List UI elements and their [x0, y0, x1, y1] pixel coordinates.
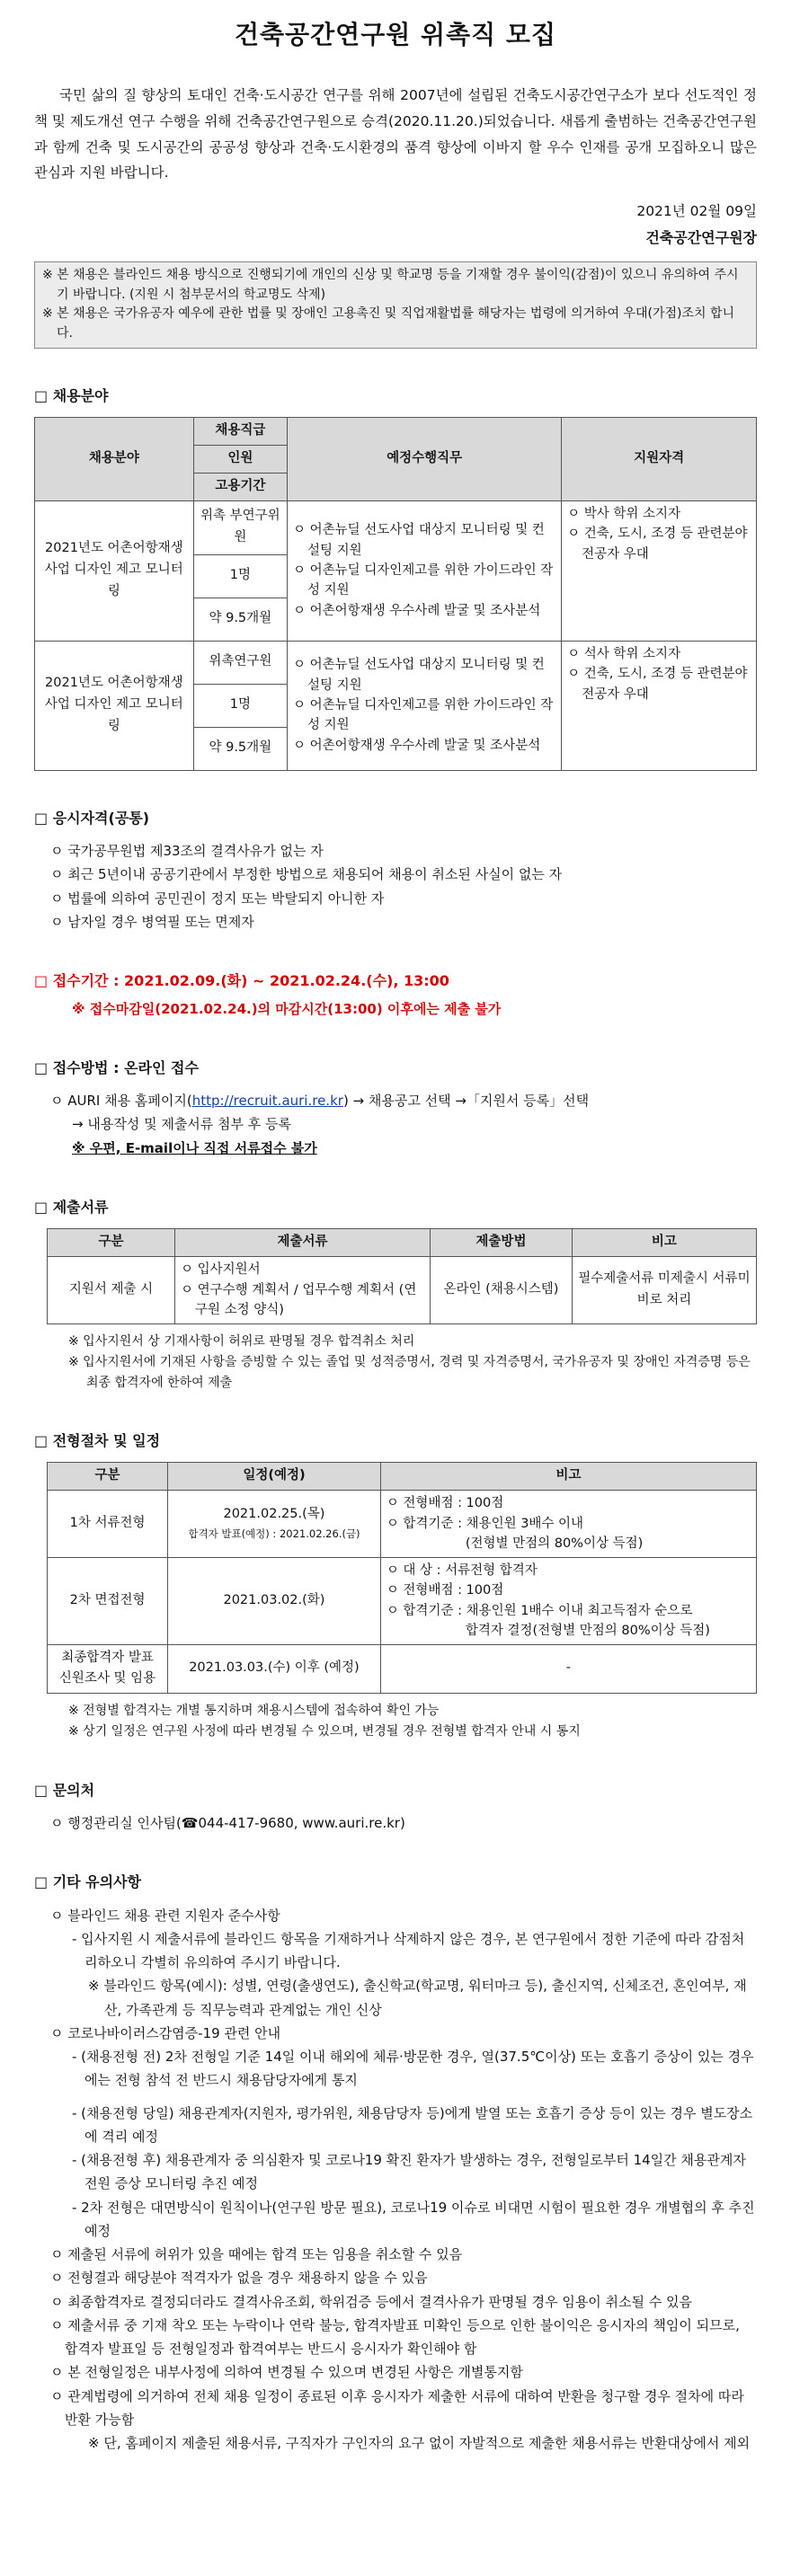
cell-schedule: 2021.03.02.(화) — [168, 1557, 381, 1644]
cell-field: 2021년도 어촌어항재생사업 디자인 제고 모니터링 — [35, 641, 194, 770]
docs-note: ※ 입사지원서에 기재된 사항을 증빙할 수 있는 졸업 및 성적증명서, 경력 및 자격증명서, 국가유공자 및 장애인 자격증명 등은 최종 합격자에 한하여 제출 — [68, 1354, 751, 1390]
issuer-name: 건축공간연구원장 — [645, 229, 757, 247]
cell-remark — [380, 1491, 756, 1557]
qual-item: ㅇ 박사 학위 소지자 — [567, 506, 681, 521]
list-item: ㅇ 본 전형일정은 내부사정에 의하여 변경될 수 있으며 변경된 사항은 개별통지함 — [50, 2364, 523, 2381]
cell-field: 2021년도 어촌어항재생사업 디자인 제고 모니터링 — [35, 500, 194, 641]
sub-note: ※ 단, 홈페이지 제출된 채용서류, 구직자가 구인자의 요구 없이 자발적으로 제출한 채용서류는 반환대상에서 제외 — [88, 2435, 751, 2452]
list-item: ㅇ 국가공무원법 제33조의 결격사유가 없는 자 — [50, 843, 324, 860]
duty-item: ㅇ 어촌뉴딜 디자인제고를 위한 가이드라인 작성 지원 — [293, 698, 554, 733]
cell-count: 1명 — [193, 554, 287, 598]
cell-qual — [562, 641, 757, 770]
cell-grade: 위촉연구원 — [193, 641, 287, 684]
th-remark: 비고 — [572, 1229, 756, 1257]
cell-remark: - — [380, 1644, 756, 1694]
cell-stage: 최종합격자 발표 신원조사 및 임용 — [48, 1644, 168, 1694]
method-note: ※ 우편, E-mail이나 직접 서류접수 불가 — [72, 1139, 317, 1156]
section-eligibility: □ 응시자격(공통) — [34, 809, 150, 827]
cell-duty — [288, 641, 562, 770]
list-item: ㅇ 최종합격자로 결정되더라도 결격사유조회, 학위검증 등에서 결격사유가 판명될 경우 임용이 취소될 수 있음 — [50, 2293, 693, 2310]
th-count: 인원 — [193, 445, 287, 473]
documents-table — [47, 1228, 757, 1323]
process-note: ※ 상기 일정은 연구원 사정에 따라 변경될 수 있으며, 변경될 경우 전형별 합격자 안내 시 통지 — [68, 1724, 581, 1739]
cell-docs — [175, 1257, 431, 1323]
th-period: 고용기간 — [193, 473, 287, 500]
schedule-date: 2021.02.25.(목) — [223, 1507, 325, 1522]
remark-item: ㅇ 전형배점 : 100점 — [386, 1496, 504, 1511]
remark-item: (전형별 만점의 80%이상 득점) — [465, 1536, 644, 1552]
method-text: ) → 채용공고 선택 →「지원서 등록」선택 — [342, 1093, 590, 1110]
notice-line: ※ 본 채용은 블라인드 채용 방식으로 진행되기에 개인의 신상 및 학교명 등을 기재할 경우 불이익(감점)이 있으니 유의하여 주시기 바랍니다. (지원 시 첨부문서의 학교명도 삭제) — [42, 267, 739, 302]
recruit-table — [34, 417, 757, 771]
sub-item: - (채용전형 당일) 채용관계자(지원자, 평가위원, 채용담당자 등)에게 발열 또는 호흡기 증상 등이 있는 경우 별도장소에 격리 예정 — [72, 2104, 753, 2145]
cell-schedule — [168, 1491, 381, 1557]
remark-item: 합격자 결정(전형별 만점의 80%이상 득점) — [465, 1624, 710, 1639]
th-field: 채용분야 — [35, 417, 194, 500]
cell-qual — [562, 500, 757, 641]
sub-item: - 2차 전형은 대면방식이 원칙이나(연구원 방문 필요), 코로나19 이슈로 비대면 시험이 필요한 경우 개별협의 후 추진 예정 — [72, 2199, 755, 2239]
qual-item: ㅇ 석사 학위 소지자 — [567, 646, 681, 661]
list-item: ㅇ 제출된 서류에 허위가 있을 때에는 합격 또는 임용을 취소할 수 있음 — [50, 2246, 463, 2263]
page-title: 건축공간연구원 위촉직 모집 — [234, 20, 557, 49]
sub-note: ※ 블라인드 항목(예시): 성별, 연령(출생연도), 출신학교(학교명, 워터마크 등), 출신지역, 신체조건, 혼인여부, 재산, 가족관계 등 직무능력과 관계없는 개인 신상 — [88, 1978, 747, 2018]
th-duty: 예정수행직무 — [288, 417, 562, 500]
method-line — [34, 1089, 757, 1112]
notice-line: ※ 본 채용은 국가유공자 예우에 관한 법률 및 장애인 고용촉진 및 직업재활법률 해당자는 법령에 의거하여 우대(가점)조치 합니다. — [42, 306, 735, 341]
cell-schedule: 2021.03.03.(수) 이후 (예정) — [168, 1644, 381, 1694]
section-etc: □ 기타 유의사항 — [34, 1873, 141, 1891]
sub-item: - (채용전형 전) 2차 전형일 기준 14일 이내 해외에 체류·방문한 경우, 열(37.5℃이상) 또는 호흡기 증상이 있는 경우에는 전형 참석 전 반드시 채용담당자에게 통지 — [72, 2049, 754, 2089]
th-remark: 비고 — [380, 1463, 756, 1491]
table-row — [48, 1644, 757, 1694]
list-item: ㅇ 남자일 경우 병역필 또는 면제자 — [50, 913, 254, 930]
th-schedule: 일정(예정) — [168, 1463, 381, 1491]
cell-remark: 필수제출서류 미제출시 서류미비로 처리 — [572, 1257, 756, 1323]
section-contact: □ 문의처 — [34, 1781, 95, 1799]
duty-item: ㅇ 어촌어항재생 우수사례 발굴 및 조사분석 — [293, 603, 541, 618]
th-method: 제출방법 — [431, 1229, 573, 1257]
cell-stage: 2차 면접전형 — [48, 1557, 168, 1644]
qual-item: ㅇ 건축, 도시, 조경 등 관련분야 전공자 우대 — [567, 667, 748, 702]
qual-item: ㅇ 건축, 도시, 조경 등 관련분야 전공자 우대 — [567, 527, 748, 562]
doc-item: ㅇ 입사지원서 — [181, 1262, 261, 1278]
schedule-sub: 합격자 발표(예정) : 2021.02.26.(금) — [188, 1527, 360, 1541]
cell-type: 지원서 제출 시 — [48, 1257, 175, 1323]
th-qual: 지원자격 — [562, 417, 757, 500]
remark-item: ㅇ 합격기준 : 채용인원 1배수 이내 최고득점자 순으로 — [386, 1603, 693, 1618]
process-note: ※ 전형별 합격자는 개별 통지하며 채용시스템에 접속하여 확인 가능 — [68, 1704, 440, 1719]
contact-line: ㅇ 행정관리실 인사팀(☎044-417-9680, www.auri.re.kr) — [50, 1814, 405, 1831]
recruit-site-link[interactable]: http://recruit.auri.re.kr — [191, 1093, 343, 1110]
method-line-2: → 내용작성 및 제출서류 첨부 후 등록 — [72, 1116, 292, 1133]
deadline-note: ※ 접수마감일(2021.02.24.)의 마감시간(13:00) 이후에는 제출 불가 — [72, 1000, 502, 1017]
section-recruit-field: □ 채용분야 — [34, 386, 109, 404]
blind-recruit-notice — [34, 261, 757, 349]
sub-item: - (채용전형 후) 채용관계자 중 의심환자 및 코로나19 확진 환자가 발생하는 경우, 전형일로부터 14일간 채용관계자 전원 증상 모니터링 추진 예정 — [72, 2152, 746, 2192]
cell-period: 약 9.5개월 — [193, 727, 287, 770]
remark-item: ㅇ 전형배점 : 100점 — [386, 1583, 504, 1598]
cell-period: 약 9.5개월 — [193, 598, 287, 641]
table-row — [48, 1257, 757, 1323]
section-documents: □ 제출서류 — [34, 1198, 109, 1216]
cell-stage: 1차 서류전형 — [48, 1491, 168, 1557]
remark-item: ㅇ 합격기준 : 채용인원 3배수 이내 — [386, 1516, 584, 1531]
cell-remark — [380, 1557, 756, 1644]
docs-note: ※ 입사지원서 상 기재사항이 허위로 판명될 경우 합격취소 처리 — [68, 1333, 415, 1349]
th-type: 구분 — [48, 1229, 175, 1257]
duty-item: ㅇ 어촌뉴딜 선도사업 대상지 모니터링 및 컨설팅 지원 — [293, 658, 545, 693]
cell-count: 1명 — [193, 684, 287, 727]
list-item: ㅇ 제출서류 중 기재 착오 또는 누락이나 연락 불능, 합격자발표 미확인 등으로 인한 불이익은 응시자의 책임이 되므로, 합격자 발표일 등 전형일정과 합격여부는 반드시 응시자가 확인해야 함 — [50, 2316, 740, 2358]
method-text: ㅇ AURI 채용 홈페이지( — [50, 1093, 192, 1110]
table-row — [48, 1491, 757, 1557]
list-item: ㅇ 법률에 의하여 공민권이 정지 또는 박탈되지 아니한 자 — [50, 890, 385, 907]
th-docs: 제출서류 — [175, 1229, 431, 1257]
list-item: ㅇ 관계법령에 의거하여 전체 채용 일정이 종료된 이후 응시자가 제출한 서류에 대하여 반환을 청구할 경우 절차에 따라 반환 가능함 — [50, 2387, 744, 2428]
publish-date: 2021년 02월 09일 — [636, 202, 757, 219]
th-stage: 구분 — [48, 1463, 168, 1491]
duty-item: ㅇ 어촌어항재생 우수사례 발굴 및 조사분석 — [293, 738, 541, 753]
table-row — [35, 500, 757, 554]
cell-duty — [288, 500, 562, 641]
list-item: ㅇ 코로나바이러스감염증-19 관련 안내 — [50, 2024, 281, 2041]
doc-item: ㅇ 연구수행 계획서 / 업무수행 계획서 (연구원 소정 양식) — [181, 1282, 417, 1318]
list-item: ㅇ 블라인드 채용 관련 지원자 준수사항 — [50, 1907, 280, 1924]
duty-item: ㅇ 어촌뉴딜 디자인제고를 위한 가이드라인 작성 지원 — [293, 563, 554, 598]
th-grade: 채용직급 — [193, 417, 287, 445]
table-row — [35, 641, 757, 684]
table-row — [48, 1557, 757, 1644]
remark-item: ㅇ 대 상 : 서류전형 합격자 — [386, 1562, 538, 1578]
duty-item: ㅇ 어촌뉴딜 선도사업 대상지 모니터링 및 컨설팅 지원 — [293, 523, 545, 558]
intro-paragraph: 국민 삶의 질 향상의 토대인 건축·도시공간 연구를 위해 2007년에 설립된 건축도시공간연구소가 보다 선도적인 정책 및 제도개선 연구 수행을 위해 건축공간연구원으로 승격(2020.11.20.)되었습니다. 새롭게 출범하는 건축공간연구원과 함께 건축 및 도시공간의 공공성 향상과 건축·도시환경의 품격 향상에 이바지 할 우수 인재를 공개 모집하오니 많은 관심과 지원 바랍니다. — [34, 87, 757, 181]
list-item: ㅇ 최근 5년이내 공공기관에서 부정한 방법으로 채용되어 채용이 취소된 사실이 없는 자 — [50, 866, 563, 883]
section-process: □ 전형절차 및 일정 — [34, 1431, 161, 1449]
sub-item: - 입사지원 시 제출서류에 블라인드 항목을 기재하거나 삭제하지 않은 경우, 본 연구원에서 정한 기준에 따라 감점처리하오니 각별히 유의하여 주시기 바랍니다. — [72, 1930, 745, 1971]
list-item: ㅇ 전형결과 해당분야 적격자가 없을 경우 채용하지 않을 수 있음 — [50, 2270, 428, 2287]
cell-grade: 위촉 부연구위원 — [193, 500, 287, 554]
process-table — [47, 1462, 757, 1694]
cell-method: 온라인 (채용시스템) — [431, 1257, 573, 1323]
section-application-method: □ 접수방법 : 온라인 접수 — [34, 1058, 199, 1076]
section-application-period: □ 접수기간 : 2021.02.09.(화) ~ 2021.02.24.(수), 13:00 — [34, 972, 449, 990]
